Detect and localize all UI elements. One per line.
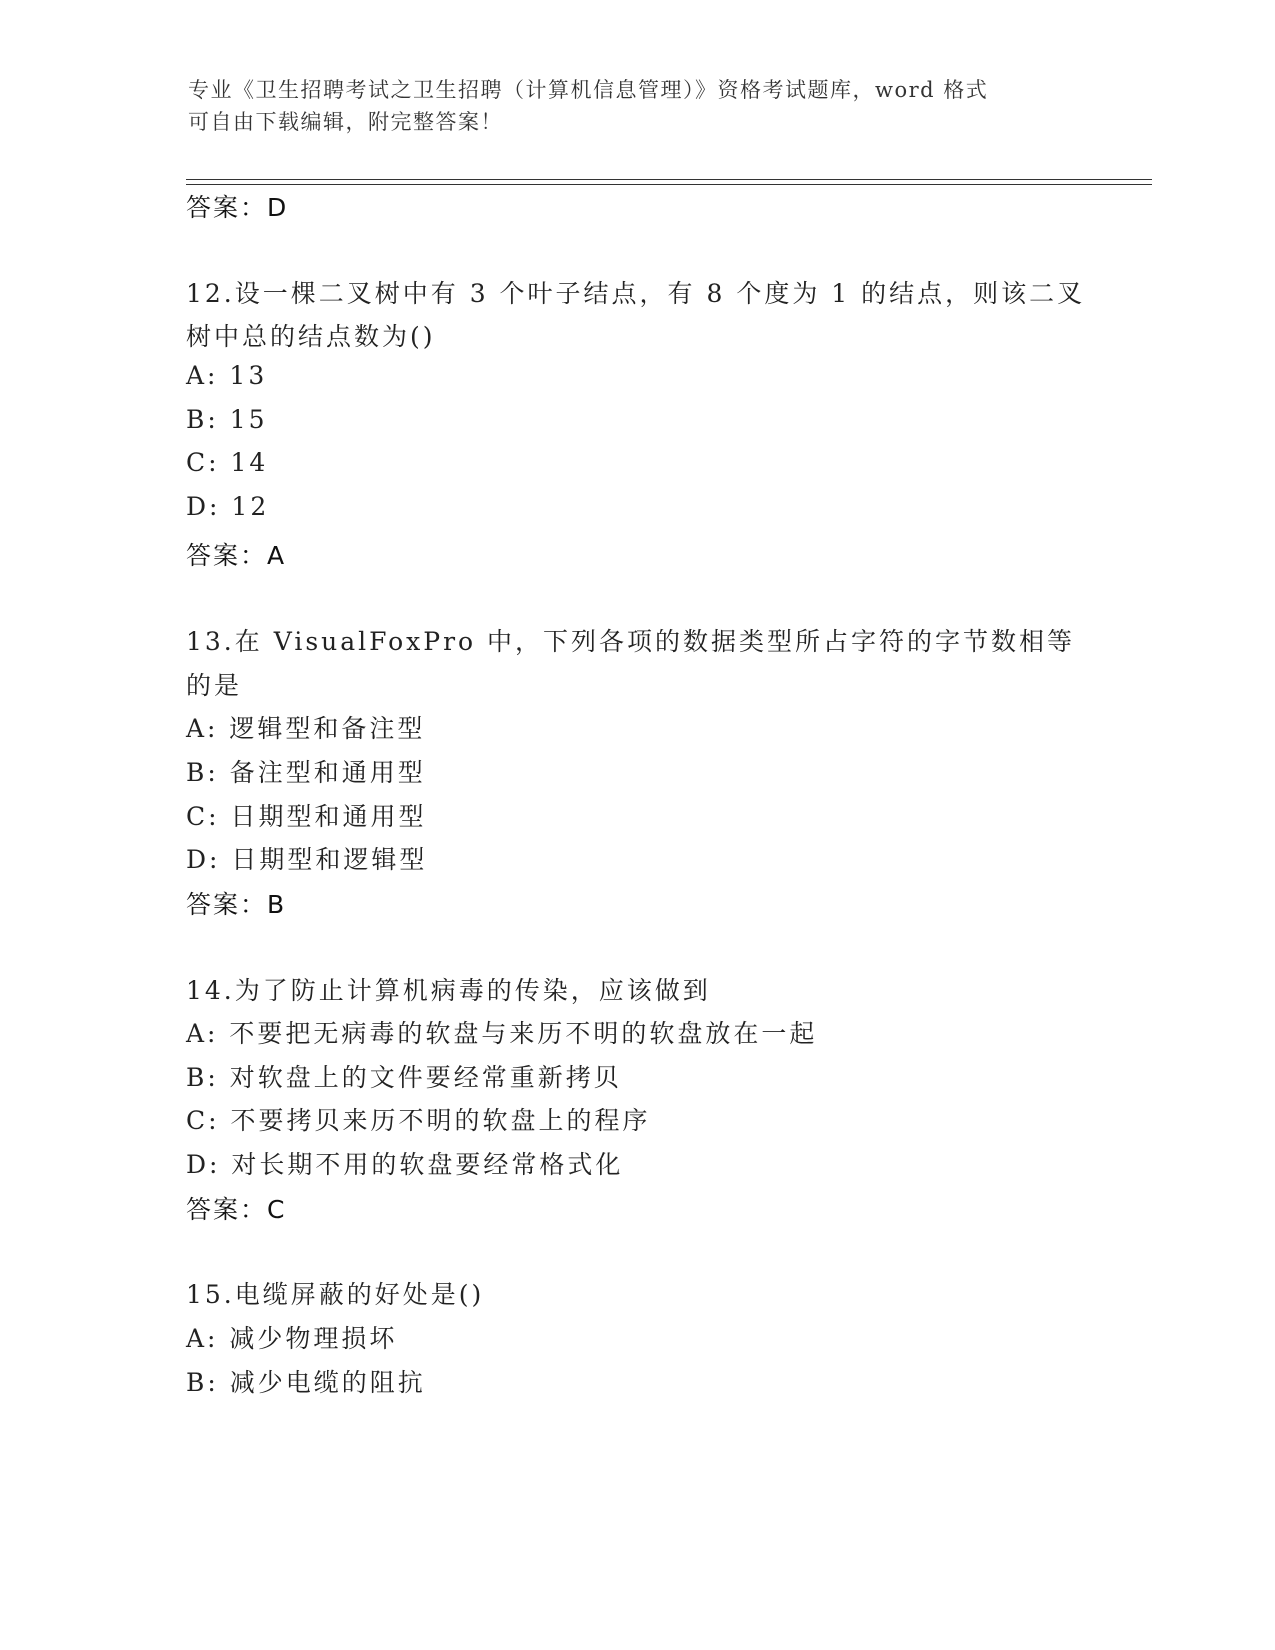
question-13-option-b: B: 备注型和通用型 [186,758,426,787]
question-15-option-a: A: 减少物理损坏 [186,1324,398,1353]
question-13-stem-line-1: 13.在 VisualFoxPro 中，下列各项的数据类型所占字符的字节数相等 [186,627,1076,656]
previous-answer: 答案：D [186,193,289,222]
question-12-stem-line-1: 12.设一棵二叉树中有 3 个叶子结点，有 8 个度为 1 的结点，则该二叉 [186,279,1086,308]
question-14-option-a: A: 不要把无病毒的软盘与来历不明的软盘放在一起 [186,1019,818,1048]
question-13-option-d: D: 日期型和逻辑型 [186,845,428,874]
question-15-option-b: B: 减少电缆的阻抗 [186,1368,426,1397]
question-14-answer: 答案：C [186,1195,287,1224]
header-divider-bottom [186,184,1152,185]
question-14-stem-line-1: 14.为了防止计算机病毒的传染，应该做到 [186,976,711,1005]
header-note-line-2: 可自由下载编辑，附完整答案！ [188,110,503,134]
question-13-answer: 答案：B [186,890,287,919]
question-12-stem-line-2: 树中总的结点数为() [186,322,436,351]
header-note-line-1: 专业《卫生招聘考试之卫生招聘（计算机信息管理）》资格考试题库，word 格式 [188,78,989,102]
question-13-option-a: A: 逻辑型和备注型 [186,714,426,743]
question-13-option-c: C: 日期型和通用型 [186,802,427,831]
question-14-option-c: C: 不要拷贝来历不明的软盘上的程序 [186,1106,651,1135]
question-12-option-b: B: 15 [186,405,268,434]
question-12-answer: 答案：A [186,541,287,570]
question-12-option-c: C: 14 [186,448,269,477]
question-15-stem-line-1: 15.电缆屏蔽的好处是() [186,1280,485,1309]
question-14-option-d: D: 对长期不用的软盘要经常格式化 [186,1150,624,1179]
question-14-option-b: B: 对软盘上的文件要经常重新拷贝 [186,1063,622,1092]
question-12-option-a: A: 13 [186,361,268,390]
question-12-option-d: D: 12 [186,492,270,521]
header-note [188,74,1088,138]
header-divider-top [186,179,1152,180]
question-13-stem-line-2: 的是 [186,671,243,700]
